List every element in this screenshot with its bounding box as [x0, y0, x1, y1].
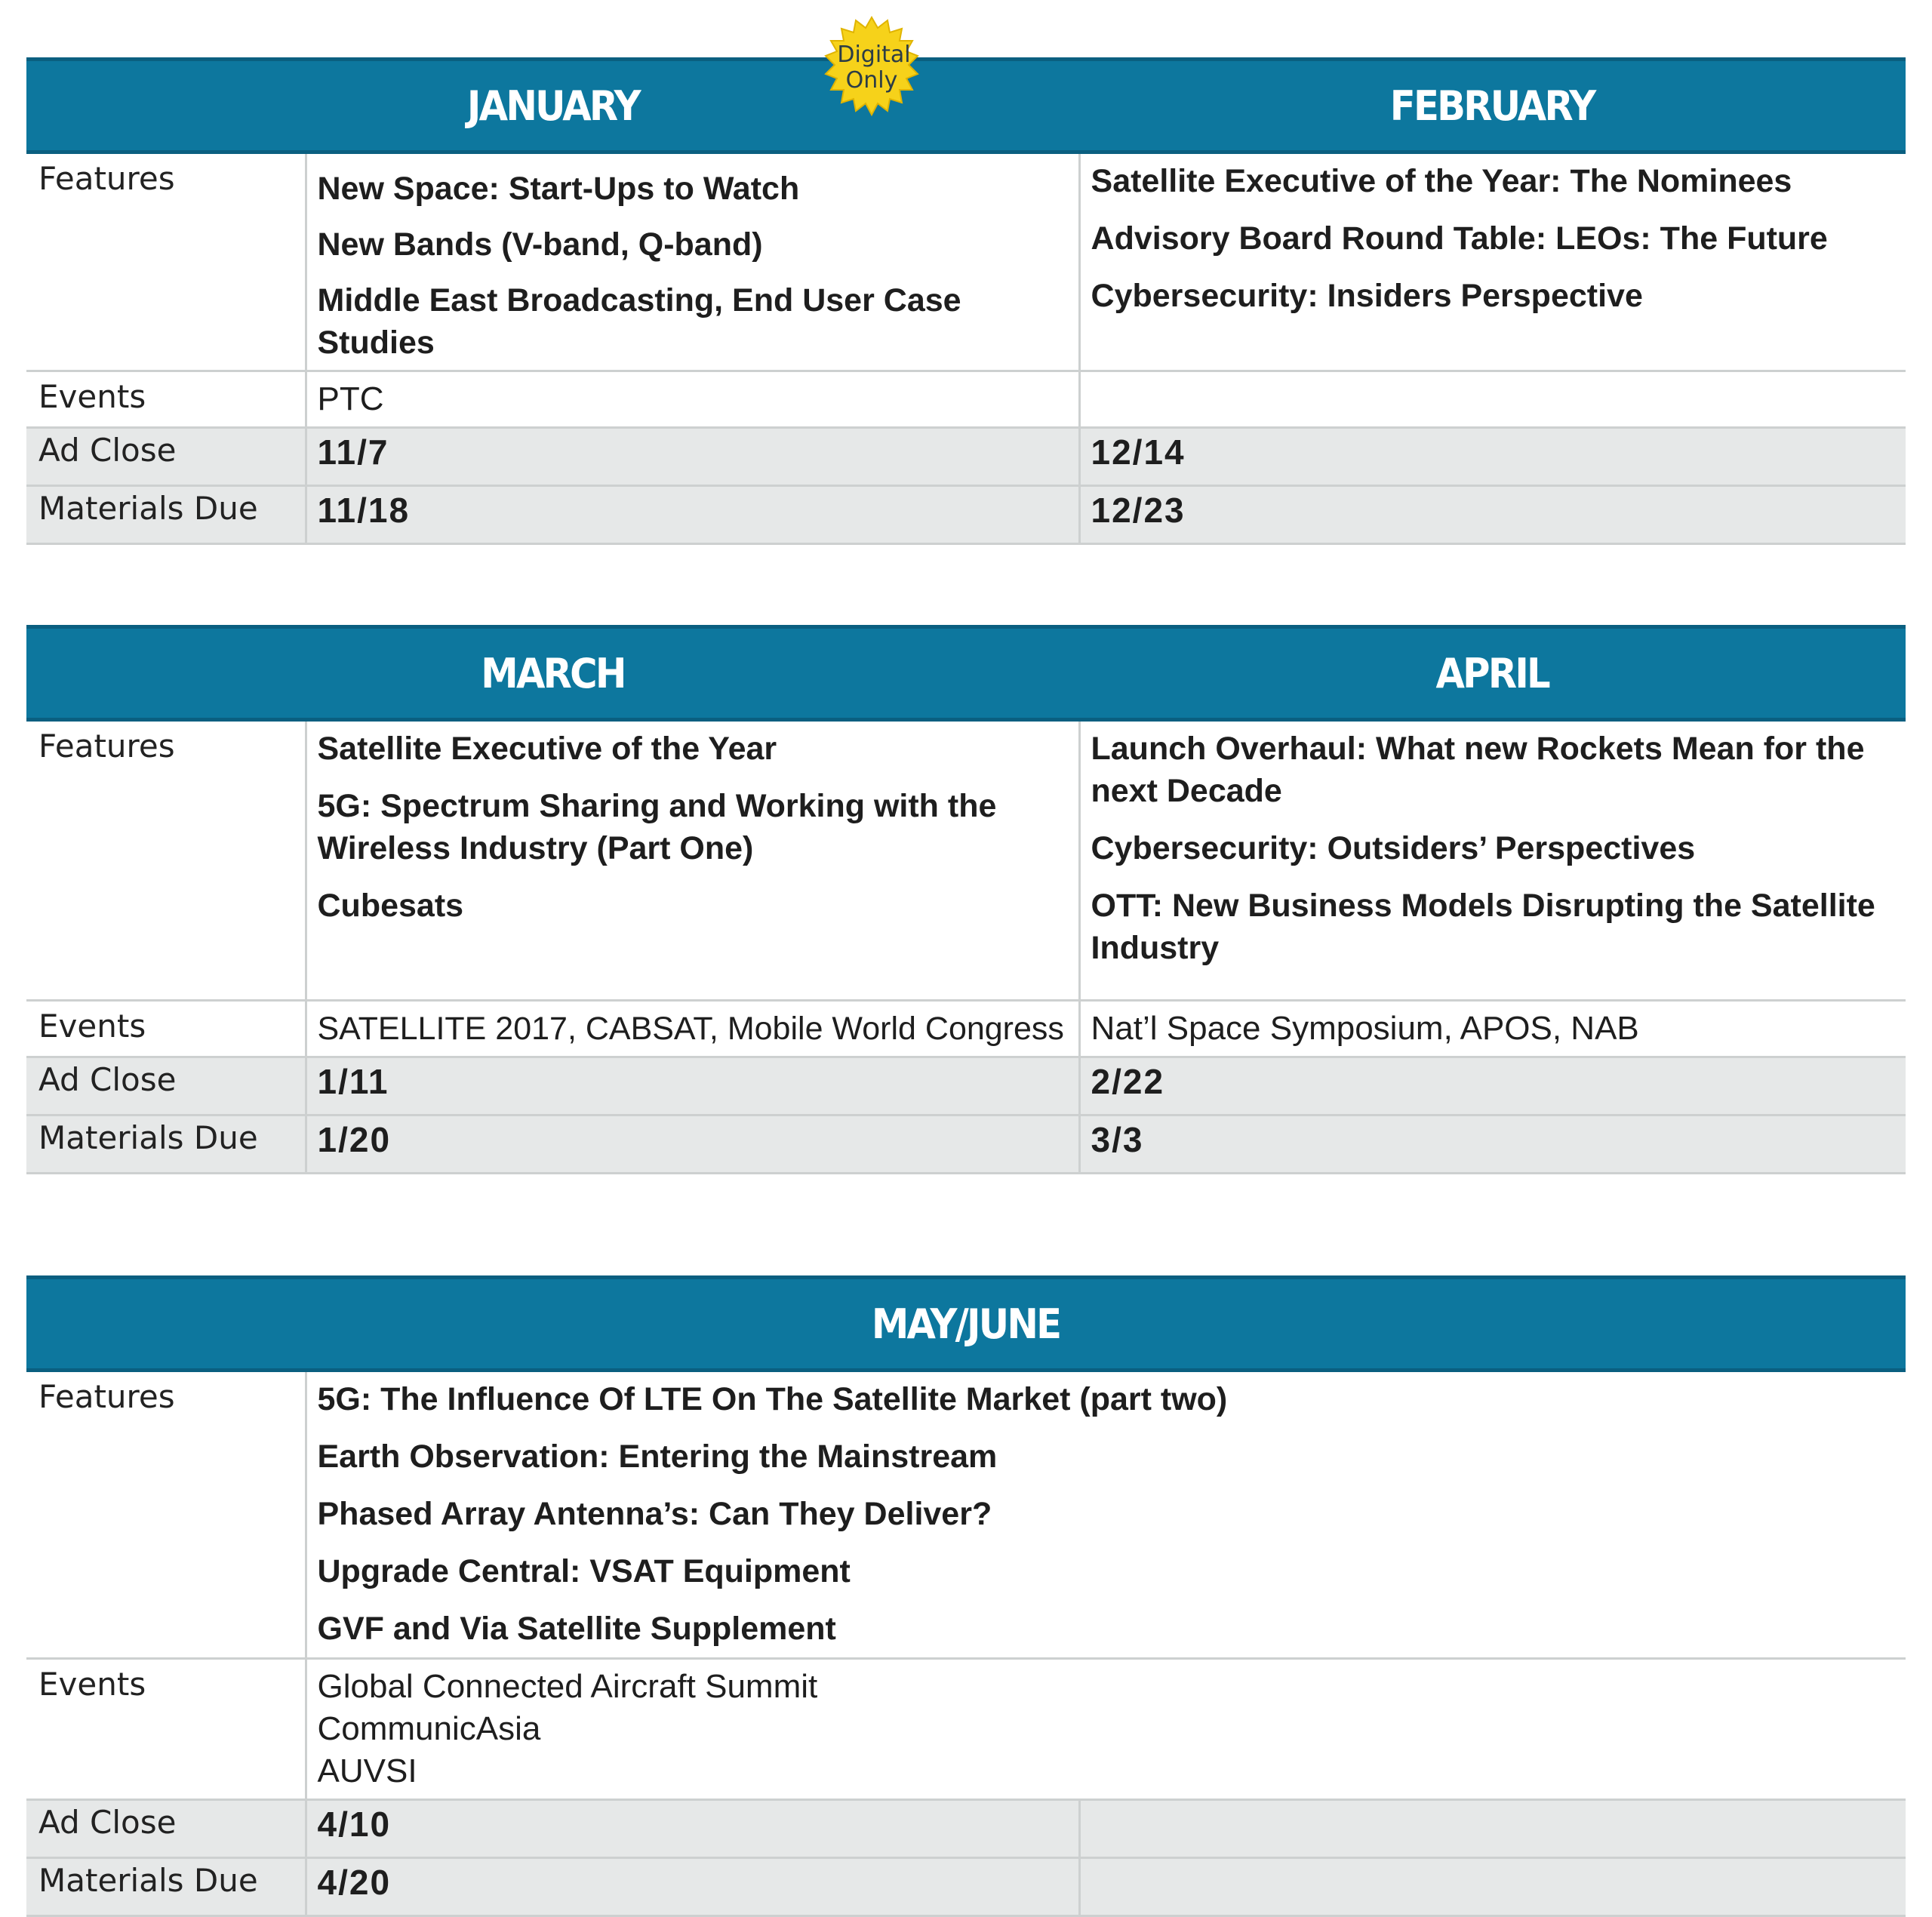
empty-cell [1079, 1858, 1906, 1916]
row-label-materials-due: Materials Due [26, 1858, 306, 1916]
feature-item: Upgrade Central: VSAT Equipment [317, 1553, 851, 1589]
event-item: Nat’l Space Symposium, APOS, NAB [1091, 1010, 1639, 1047]
feature-item: 5G: The Influence Of LTE On The Satellite Market (part two) [317, 1381, 1228, 1417]
events-cell-february [1079, 371, 1906, 428]
features-cell-march [306, 720, 1079, 1001]
schedule-table-jan-feb [26, 57, 1906, 545]
row-label-features: Features [26, 720, 306, 1001]
feature-item: Cybersecurity: Outsiders’ Perspectives [1091, 830, 1696, 866]
event-item: PTC [317, 380, 384, 417]
row-label-events: Events [26, 371, 306, 428]
month-header-april: APRIL [1079, 627, 1906, 720]
features-cell-may-june [306, 1371, 1906, 1659]
digital-only-badge [815, 15, 928, 128]
empty-cell [1079, 1800, 1906, 1858]
event-item: SATELLITE 2017, CABSAT, Mobile World Congress [317, 1011, 1064, 1047]
row-label-materials-due: Materials Due [26, 486, 306, 544]
events-cell-may-june [306, 1659, 1906, 1800]
feature-item: GVF and Via Satellite Supplement [317, 1611, 836, 1647]
row-label-ad-close: Ad Close [26, 428, 306, 486]
feature-item: New Bands (V-band, Q-band) [317, 226, 763, 263]
month-header-february: FEBRUARY [1079, 60, 1906, 152]
ad-close-january: 11/7 [306, 428, 1079, 486]
events-cell-march [306, 1001, 1079, 1057]
feature-item: Middle East Broadcasting, End User Case Studies [317, 282, 961, 361]
row-label-ad-close: Ad Close [26, 1800, 306, 1858]
feature-item: Earth Observation: Entering the Mainstream [317, 1439, 998, 1475]
schedule-table-mar-apr [26, 625, 1906, 1174]
feature-item: 5G: Spectrum Sharing and Working with the Wireless Industry (Part One) [317, 788, 997, 866]
ad-close-april: 2/22 [1079, 1057, 1906, 1115]
feature-item: New Space: Start-Ups to Watch [317, 171, 800, 207]
feature-item: OTT: New Business Models Disrupting the Satellite Industry [1091, 888, 1875, 966]
materials-due-april: 3/3 [1079, 1115, 1906, 1174]
event-item: Global Connected Aircraft Summit [317, 1668, 818, 1705]
ad-close-february: 12/14 [1079, 428, 1906, 486]
ad-close-march: 1/11 [306, 1057, 1079, 1115]
badge-line-1: Digital [837, 42, 911, 68]
row-label-events: Events [26, 1659, 306, 1800]
feature-item: Phased Array Antenna’s: Can They Deliver? [317, 1496, 992, 1532]
materials-due-january: 11/18 [306, 486, 1079, 544]
month-header-march: MARCH [26, 627, 1079, 720]
row-label-materials-due: Materials Due [26, 1115, 306, 1174]
month-header-january: JANUARY [26, 60, 1079, 152]
schedule-table-may-june [26, 1275, 1906, 1917]
materials-due-march: 1/20 [306, 1115, 1079, 1174]
feature-item: Satellite Executive of the Year [317, 731, 777, 767]
row-label-features: Features [26, 152, 306, 371]
feature-item: Satellite Executive of the Year: The Nominees [1091, 163, 1792, 199]
materials-due-february: 12/23 [1079, 486, 1906, 544]
row-label-events: Events [26, 1001, 306, 1057]
feature-item: Cybersecurity: Insiders Perspective [1091, 278, 1643, 314]
event-item: AUVSI [317, 1752, 417, 1789]
features-cell-april [1079, 720, 1906, 1001]
feature-item: Advisory Board Round Table: LEOs: The Future [1091, 220, 1828, 257]
ad-close-may-june: 4/10 [306, 1800, 1079, 1858]
materials-due-may-june: 4/20 [306, 1858, 1079, 1916]
badge-line-2: Only [845, 67, 898, 94]
feature-item: Launch Overhaul: What new Rockets Mean for the next Decade [1091, 731, 1865, 809]
features-cell-january [306, 152, 1079, 371]
features-cell-february [1079, 152, 1906, 371]
row-label-features: Features [26, 1371, 306, 1659]
events-cell-april [1079, 1001, 1906, 1057]
month-header-may-june: MAY/JUNE [26, 1278, 1906, 1371]
row-label-ad-close: Ad Close [26, 1057, 306, 1115]
events-cell-january [306, 371, 1079, 428]
feature-item: Cubesats [317, 888, 464, 924]
event-item: CommunicAsia [317, 1710, 541, 1747]
